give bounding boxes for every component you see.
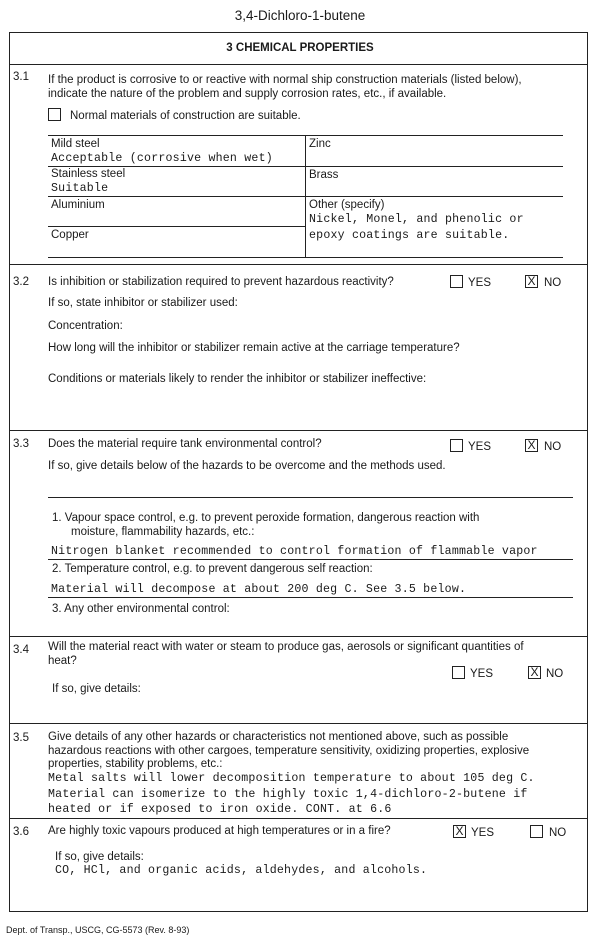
other-value-line1: Nickel, Monel, and phenolic or bbox=[309, 213, 524, 226]
stainless-steel-label: Stainless steel bbox=[51, 168, 126, 180]
materials-row1-line bbox=[48, 166, 563, 167]
form-footer: Dept. of Transp., USCG, CG-5573 (Rev. 8-93) bbox=[6, 925, 190, 935]
q33-question: Does the material require tank environmental control? bbox=[48, 438, 322, 450]
q36-no-label: NO bbox=[549, 827, 567, 839]
q34-divider bbox=[9, 723, 588, 724]
q35-text-line3: properties, stability problems, etc.: bbox=[48, 758, 223, 770]
normal-materials-checkbox[interactable] bbox=[48, 108, 61, 121]
mild-steel-label: Mild steel bbox=[51, 138, 100, 150]
q33-yes-checkbox[interactable] bbox=[450, 439, 463, 452]
materials-row2-line bbox=[48, 196, 563, 197]
q33-item2-line1: 2. Temperature control, e.g. to prevent dangerous self reaction: bbox=[52, 563, 373, 575]
stainless-steel-value: Suitable bbox=[51, 182, 109, 195]
q32-line3: How long will the inhibitor or stabilizer remain active at the carriage temperature? bbox=[48, 342, 460, 354]
copper-label: Copper bbox=[51, 229, 89, 241]
document-title: 3,4-Dichloro-1-butene bbox=[234, 8, 366, 23]
q33-item1-value: Nitrogen blanket recommended to control formation of flammable vapor bbox=[51, 545, 538, 558]
q33-no-label: NO bbox=[544, 441, 562, 453]
other-label: Other (specify) bbox=[309, 199, 385, 211]
q33-subtable-top bbox=[48, 497, 573, 498]
q32-line1: If so, state inhibitor or stabilizer used: bbox=[48, 297, 238, 309]
q31-text-line1: If the product is corrosive to or reactive with normal ship construction materials (listed below), bbox=[48, 74, 522, 86]
q33-item1-line1: 1. Vapour space control, e.g. to prevent peroxide formation, dangerous reaction with bbox=[52, 512, 480, 524]
q33-number: 3.3 bbox=[13, 438, 29, 450]
brass-label: Brass bbox=[309, 169, 339, 181]
q33-item1-line bbox=[48, 559, 573, 560]
q34-no-label: NO bbox=[546, 668, 564, 680]
mild-steel-value: Acceptable (corrosive when wet) bbox=[51, 152, 273, 165]
q32-no-checkbox[interactable]: X bbox=[525, 275, 538, 288]
materials-row3-line bbox=[48, 226, 305, 227]
q33-no-checkbox[interactable]: X bbox=[525, 439, 538, 452]
q31-number: 3.1 bbox=[13, 71, 29, 83]
aluminium-label: Aluminium bbox=[51, 199, 105, 211]
q32-question: Is inhibition or stabilization required to prevent hazardous reactivity? bbox=[48, 276, 394, 288]
section-divider bbox=[9, 64, 588, 65]
zinc-label: Zinc bbox=[309, 138, 331, 150]
normal-materials-label: Normal materials of construction are suitable. bbox=[70, 110, 301, 122]
q33-line1: If so, give details below of the hazards to be overcome and the methods used. bbox=[48, 460, 446, 472]
q35-text-line2: hazardous reactions with other cargoes, temperature sensitivity, oxidizing properties, explosive bbox=[48, 745, 530, 757]
q34-yes-label: YES bbox=[470, 668, 494, 680]
q33-item3-line1: 3. Any other environmental control: bbox=[52, 603, 230, 615]
q36-line1: If so, give details: bbox=[55, 851, 144, 863]
q35-text-line1: Give details of any other hazards or characteristics not mentioned above, such as possible bbox=[48, 731, 509, 743]
q33-item2-value: Material will decompose at about 200 deg C. See 3.5 below. bbox=[51, 583, 467, 596]
q36-question: Are highly toxic vapours produced at high temperatures or in a fire? bbox=[48, 825, 391, 837]
q36-yes-checkbox[interactable]: X bbox=[453, 825, 466, 838]
q32-line2: Concentration: bbox=[48, 320, 123, 332]
q33-divider bbox=[9, 636, 588, 637]
q33-yes-label: YES bbox=[468, 441, 492, 453]
q33-item1-line2: moisture, flammability hazards, etc.: bbox=[71, 526, 255, 538]
q32-yes-checkbox[interactable] bbox=[450, 275, 463, 288]
materials-table-bottom bbox=[48, 257, 563, 258]
q34-question-line2: heat? bbox=[48, 655, 77, 667]
q31-divider bbox=[9, 264, 588, 265]
q35-value-line1: Metal salts will lower decomposition temperature to about 105 deg C. bbox=[48, 772, 535, 785]
q32-number: 3.2 bbox=[13, 276, 29, 288]
q35-value-line2: Material can isomerize to the highly toxic 1,4-dichloro-2-butene if bbox=[48, 788, 528, 801]
q34-no-checkbox[interactable]: X bbox=[528, 666, 541, 679]
q36-value: CO, HCl, and organic acids, aldehydes, and alcohols. bbox=[55, 864, 428, 877]
q35-value-line3: heated or if exposed to iron oxide. CONT. at 6.6 bbox=[48, 803, 392, 816]
section-heading: 3 CHEMICAL PROPERTIES bbox=[226, 42, 374, 54]
q31-text-line2: indicate the nature of the problem and supply corrosion rates, etc., if available. bbox=[48, 88, 447, 100]
q32-line4: Conditions or materials likely to render the inhibitor or stabilizer ineffective: bbox=[48, 373, 427, 385]
q34-line1: If so, give details: bbox=[52, 683, 141, 695]
q34-number: 3.4 bbox=[13, 644, 29, 656]
q36-no-checkbox[interactable] bbox=[530, 825, 543, 838]
q32-yes-label: YES bbox=[468, 277, 492, 289]
other-value-line2: epoxy coatings are suitable. bbox=[309, 229, 510, 242]
q36-number: 3.6 bbox=[13, 826, 29, 838]
q33-item2-line bbox=[48, 597, 573, 598]
q35-number: 3.5 bbox=[13, 732, 29, 744]
q32-divider bbox=[9, 430, 588, 431]
q36-yes-label: YES bbox=[471, 827, 495, 839]
q34-question-line1: Will the material react with water or steam to produce gas, aerosols or significant quantities of bbox=[48, 641, 524, 653]
q35-divider bbox=[9, 818, 588, 819]
q32-no-label: NO bbox=[544, 277, 562, 289]
q34-yes-checkbox[interactable] bbox=[452, 666, 465, 679]
